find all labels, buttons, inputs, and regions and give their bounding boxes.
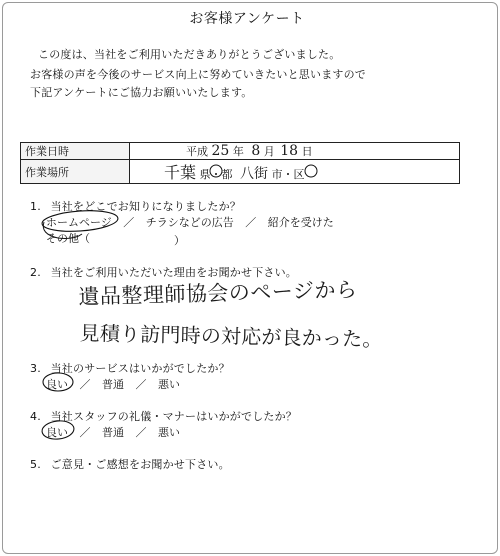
place-city: 八街 — [240, 166, 269, 182]
q3-option-average[interactable]: 普通 — [102, 378, 124, 391]
q1-separator: ／ — [123, 216, 135, 229]
q1-option-homepage[interactable]: ホームページ — [46, 216, 112, 229]
q1-option-flyer[interactable]: チラシなどの広告 — [145, 216, 234, 229]
intro-line-3: 下記アンケートにご協力お願いいたします。 — [30, 86, 253, 99]
q2-number: 2. — [30, 266, 41, 279]
date-month: 8 — [251, 143, 261, 159]
q3-separator: ／ — [79, 378, 91, 391]
q3-separator: ／ — [135, 378, 147, 391]
q3-option-good[interactable]: 良い — [46, 378, 68, 391]
date-value — [130, 143, 460, 160]
date-month-unit: 月 — [263, 145, 275, 158]
date-year: 25 — [211, 143, 230, 159]
q1-other[interactable] — [46, 230, 90, 246]
q5-text — [30, 456, 230, 472]
q4-text — [30, 408, 297, 424]
date-year-unit: 年 — [232, 145, 244, 158]
intro-line-1: この度は、当社をご利用いただきありがとうございました。 — [38, 48, 341, 61]
q5-number: 5. — [30, 458, 41, 471]
place-city-units: 市・区 — [271, 168, 305, 181]
q2-answer-line-2: 見積り訪門時の対応が良かった。 — [79, 320, 383, 352]
q4-separator: ／ — [79, 426, 91, 439]
place-prefecture: 千葉 — [164, 163, 197, 182]
q1-separator: ／ — [245, 216, 257, 229]
q3-question: 当社のサービスはいかがでしたか？ — [50, 362, 230, 375]
q4-option-average[interactable]: 普通 — [102, 426, 124, 439]
q4-number: 4. — [30, 410, 41, 423]
q3-text — [30, 360, 230, 376]
q4-option-bad[interactable]: 悪い — [158, 426, 180, 439]
place-row — [21, 160, 460, 184]
q1-option-referral[interactable]: 紹介を受けた — [267, 216, 334, 229]
info-table — [20, 142, 460, 184]
place-label: 作業場所 — [21, 160, 130, 184]
date-label: 作業日時 — [21, 143, 130, 160]
date-day: 18 — [280, 143, 299, 159]
q1-other-label: その他（ — [46, 232, 90, 245]
q1-number: 1. — [30, 200, 41, 213]
q1-options — [46, 214, 334, 230]
q1-other-close: ） — [174, 234, 185, 247]
q3-number: 3. — [30, 362, 41, 375]
date-day-unit: 日 — [301, 145, 313, 158]
intro-line-2: お客様の声を今後のサービス向上に努めていきたいと思いますので — [30, 68, 366, 81]
q1-text — [30, 198, 241, 214]
q2-question: 当社をご利用いただいた理由をお聞かせ下さい。 — [50, 266, 298, 279]
q3-option-bad[interactable]: 悪い — [158, 378, 180, 391]
date-era: 平成 — [186, 145, 208, 158]
q2-answer-line-1: 遺品整理師協会のページから — [78, 277, 358, 309]
place-prefecture-units: 県・都 — [199, 168, 233, 181]
q4-option-good[interactable]: 良い — [46, 426, 68, 439]
q5-question: ご意見・ご感想をお聞かせ下さい。 — [50, 458, 230, 471]
q4-separator: ／ — [135, 426, 147, 439]
q3-options — [46, 376, 180, 392]
q4-options — [46, 424, 180, 440]
date-row — [21, 143, 460, 160]
q1-question: 当社をどこでお知りになりましたか？ — [50, 200, 242, 213]
q4-question: 当社スタッフの礼儀・マナーはいかがでしたか？ — [50, 410, 298, 423]
place-value — [130, 160, 460, 184]
page-title: お客様アンケート — [189, 11, 305, 27]
